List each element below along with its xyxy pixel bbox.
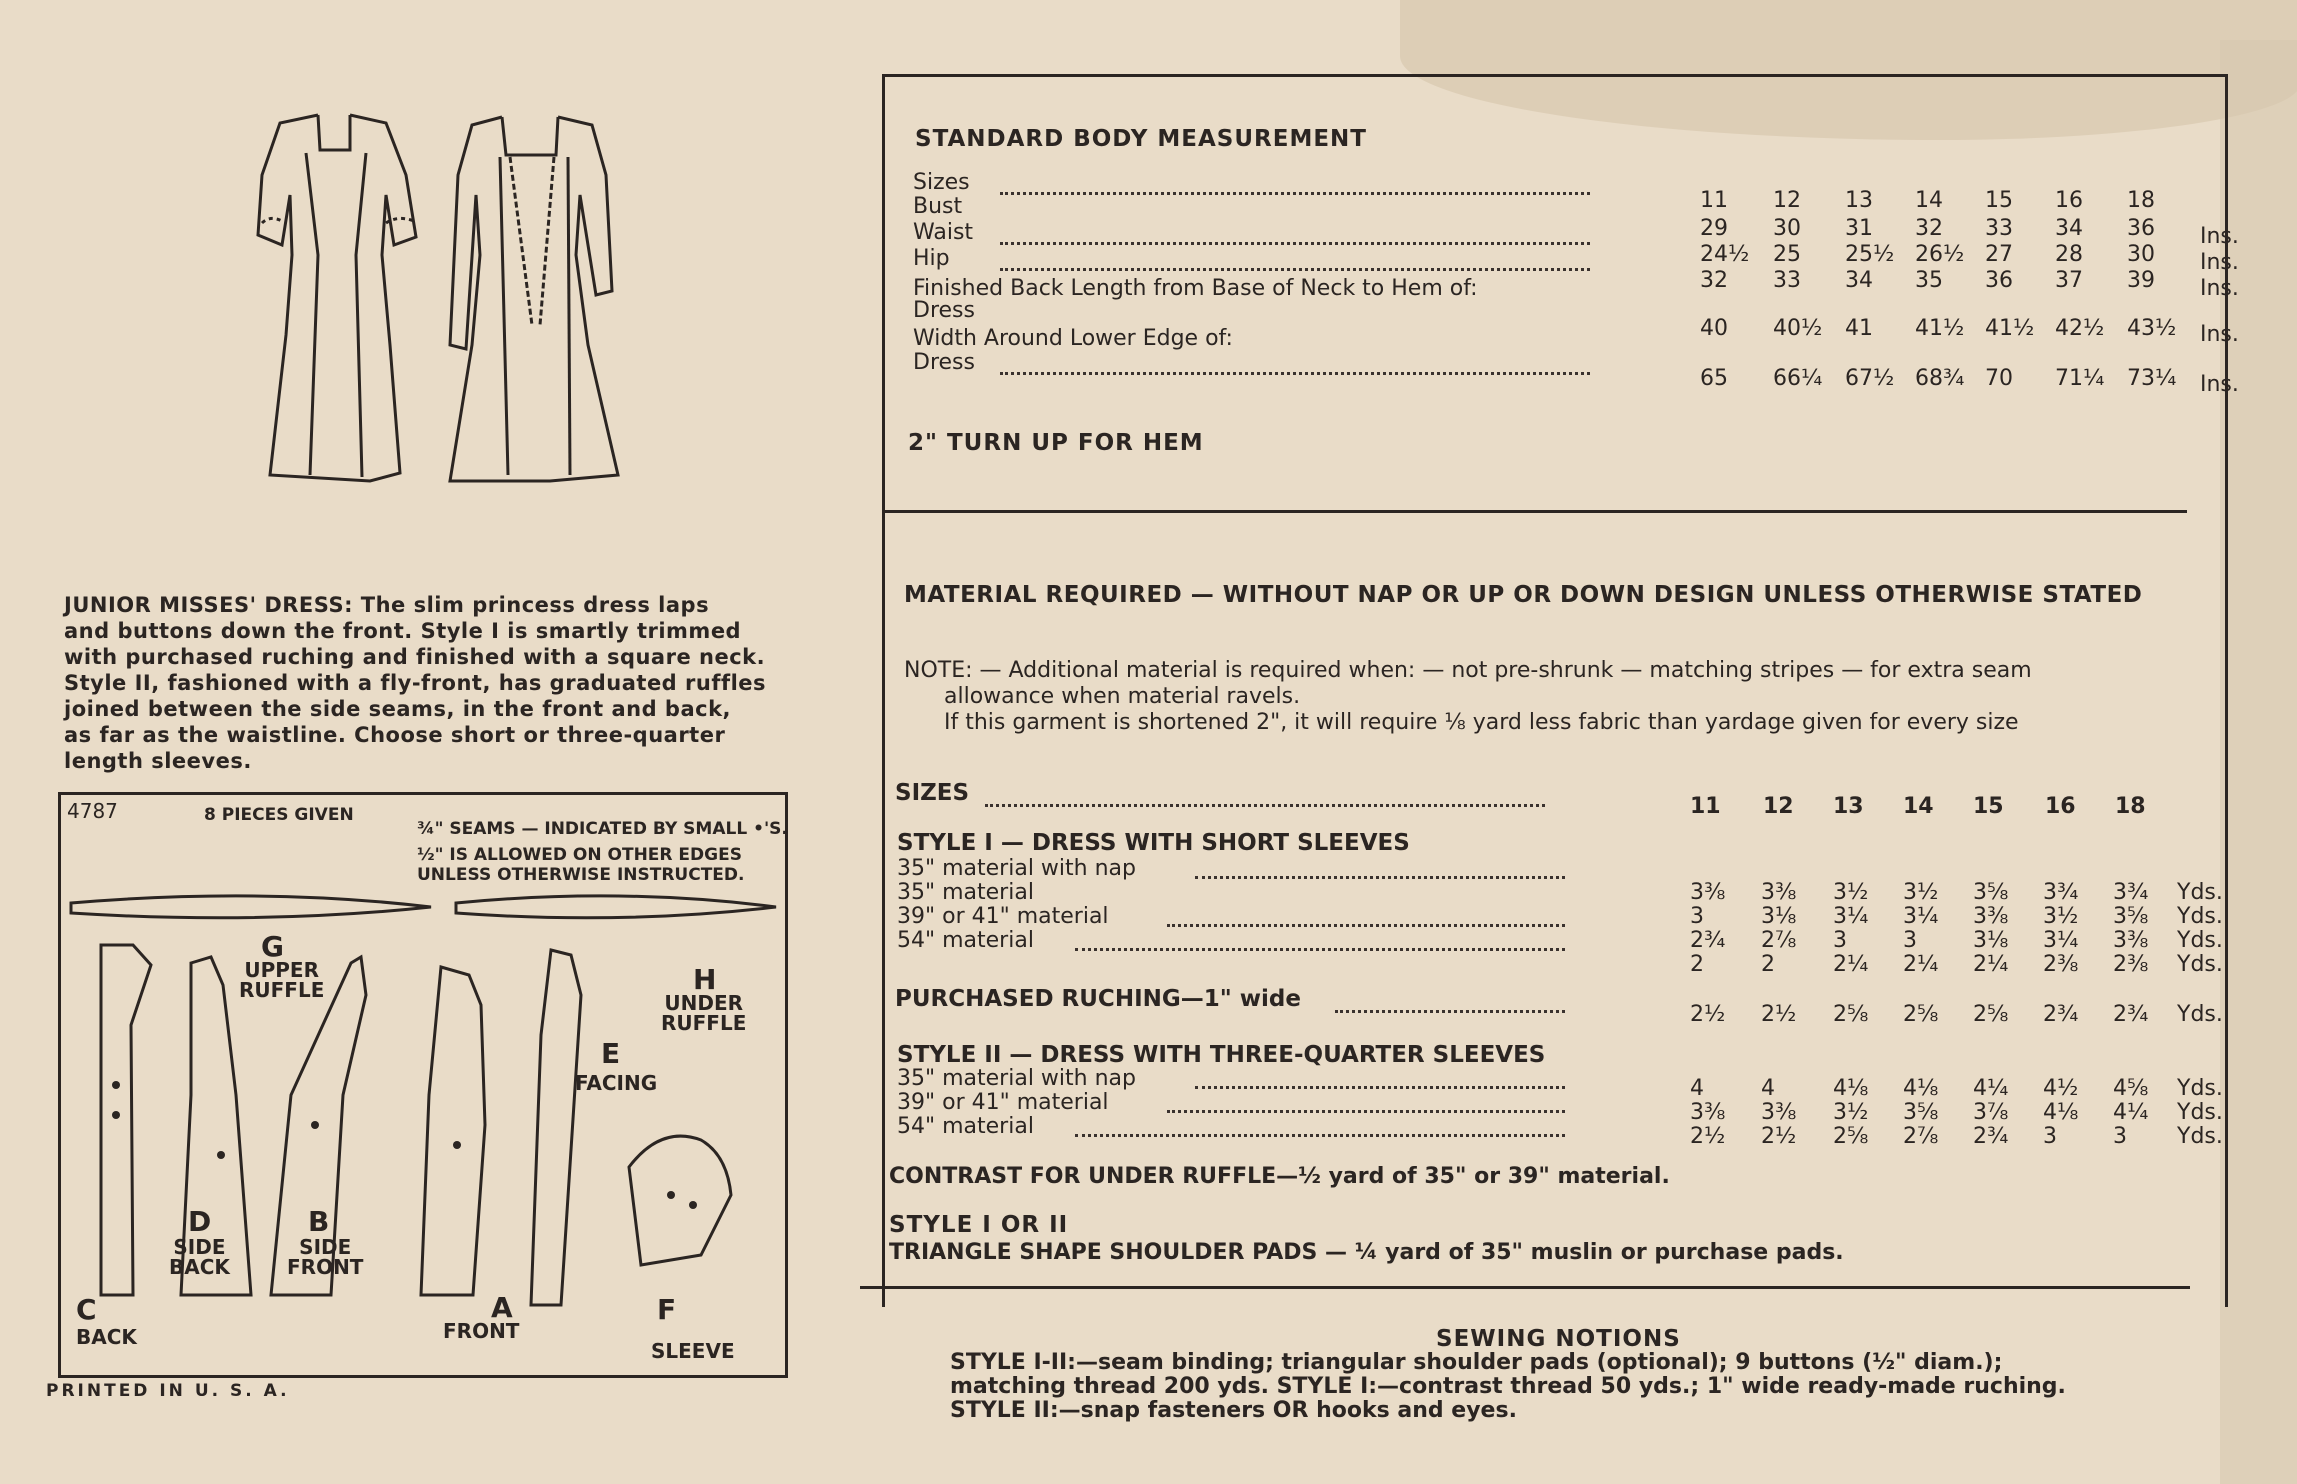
size-cell: 12: [1763, 794, 1794, 819]
value-cell: 2⅞: [1761, 928, 1797, 953]
value-cell: 3¾: [2113, 880, 2149, 905]
leader-dots: [1335, 1010, 1565, 1013]
leader-dots: [1075, 1134, 1565, 1137]
value-cell: 3: [1690, 904, 1704, 929]
dress-description: [64, 592, 804, 774]
size-cell: 16: [2045, 794, 2076, 819]
value-cell: 25: [1773, 242, 1801, 267]
style2-label: 39" or 41" material: [897, 1090, 1109, 1115]
dress-illustration: [240, 95, 640, 495]
value-cell: 2⅞: [1903, 1124, 1939, 1149]
value-cell: 2¾: [2113, 1002, 2149, 1027]
style-1-or-2: STYLE I OR II: [889, 1212, 1069, 1238]
value-cell: 29: [1700, 216, 1728, 241]
size-cell: 13: [1833, 794, 1864, 819]
unit-cell: Yds.: [2177, 1100, 2223, 1125]
unit-cell: Yds.: [2177, 1076, 2223, 1101]
style1-heading: STYLE I — DRESS WITH SHORT SLEEVES: [897, 830, 1410, 856]
piece-letter-a: A: [491, 1291, 513, 1324]
piece-name-line: UNDER: [664, 991, 744, 1015]
value-cell: 30: [1773, 216, 1801, 241]
value-cell: 4⅛: [1833, 1076, 1869, 1101]
value-cell: 3⅛: [1973, 928, 2009, 953]
measurement-heading: STANDARD BODY MEASUREMENT: [915, 126, 1367, 152]
value-cell: 25½: [1845, 242, 1895, 267]
size-cell: 12: [1773, 188, 1801, 213]
value-cell: 43½: [2127, 316, 2177, 341]
value-cell: 65: [1700, 366, 1728, 391]
value-cell: 4⅛: [1903, 1076, 1939, 1101]
piece-name-line: RUFFLE: [239, 978, 325, 1002]
back-length-sub: Dress: [913, 298, 975, 323]
value-cell: 36: [2127, 216, 2155, 241]
piece-name-front: FRONT: [443, 1319, 520, 1343]
piece-name-sleeve: SLEEVE: [651, 1339, 735, 1363]
value-cell: 2⅜: [2113, 952, 2149, 977]
value-cell: 4¼: [2113, 1100, 2149, 1125]
value-cell: 40½: [1773, 316, 1823, 341]
value-cell: 32: [1915, 216, 1943, 241]
description-line: joined between the side seams, in the front and back,: [64, 697, 732, 721]
size-cell: 15: [1985, 188, 2013, 213]
piece-letter-f: F: [657, 1293, 677, 1326]
width-label: Width Around Lower Edge of:: [913, 326, 1233, 351]
value-cell: 2: [1761, 952, 1775, 977]
piece-letter-h: H: [693, 963, 717, 996]
value-cell: 2½: [1761, 1002, 1797, 1027]
value-cell: 33: [1773, 268, 1801, 293]
piece-name-upper-ruffle: [239, 960, 324, 1000]
material-bottom-line: [860, 1286, 2190, 1289]
material-note-3: If this garment is shortened 2", it will require ⅛ yard less fabric than yardage given for every size: [944, 710, 2019, 735]
unit-cell: Ins.: [2200, 250, 2239, 275]
value-cell: 3⅜: [1690, 880, 1726, 905]
piece-name-side-front: [287, 1237, 363, 1277]
value-cell: 70: [1985, 366, 2013, 391]
style1-label: 39" or 41" material: [897, 904, 1109, 929]
notions-heading: SEWING NOTIONS: [1436, 1326, 1681, 1352]
unit-cell: Yds.: [2177, 880, 2223, 905]
back-length-label: Finished Back Length from Base of Neck to Hem of:: [913, 276, 1478, 301]
description-line: with purchased ruching and finished with a square neck.: [64, 645, 766, 669]
value-cell: 32: [1700, 268, 1728, 293]
unit-cell: Ins.: [2200, 224, 2239, 249]
value-cell: 34: [2055, 216, 2083, 241]
value-cell: 73¼: [2127, 366, 2177, 391]
value-cell: 3⅜: [1761, 1100, 1797, 1125]
leader-dots: [1000, 372, 1590, 375]
value-cell: 3½: [2043, 904, 2079, 929]
seam-note-2: ½" IS ALLOWED ON OTHER EDGES: [417, 845, 742, 865]
row-label-hip: Hip: [913, 246, 950, 271]
style1-label: 35" material with nap: [897, 856, 1136, 881]
description-line: Style II, fashioned with a fly-front, has graduated ruffles: [64, 671, 767, 695]
leader-dots: [1167, 924, 1565, 927]
unit-cell: Ins.: [2200, 276, 2239, 301]
value-cell: 26½: [1915, 242, 1965, 267]
value-cell: 4⅝: [2113, 1076, 2149, 1101]
description-line: as far as the waistline. Choose short or three-quarter: [64, 723, 726, 747]
piece-name-facing: FACING: [575, 1071, 658, 1095]
notions-line: matching thread 200 yds. STYLE I:—contrast thread 50 yds.; 1" wide ready-made ruching.: [950, 1374, 2066, 1399]
size-cell: 18: [2115, 794, 2146, 819]
piece-name-line: FRONT: [287, 1255, 364, 1279]
value-cell: 4¼: [1973, 1076, 2009, 1101]
piece-name-line: SIDE: [299, 1235, 352, 1259]
size-cell: 16: [2055, 188, 2083, 213]
value-cell: 3⅝: [1903, 1100, 1939, 1125]
piece-name-line: UPPER: [244, 958, 319, 982]
size-cell: 18: [2127, 188, 2155, 213]
value-cell: 2½: [1690, 1002, 1726, 1027]
value-cell: 4⅛: [2043, 1100, 2079, 1125]
style2-label: 54" material: [897, 1114, 1034, 1139]
value-cell: 68¾: [1915, 366, 1965, 391]
value-cell: 34: [1845, 268, 1873, 293]
piece-letter-d: D: [188, 1205, 212, 1238]
unit-cell: Yds.: [2177, 904, 2223, 929]
piece-name-line: BACK: [169, 1255, 230, 1279]
measurement-table: [905, 170, 2239, 470]
piece-name-under-ruffle: [661, 993, 746, 1033]
value-cell: 2¼: [1973, 952, 2009, 977]
value-cell: 3: [2113, 1124, 2127, 1149]
value-cell: 42½: [2055, 316, 2105, 341]
pieces-count: 8 PIECES GIVEN: [204, 805, 354, 825]
value-cell: 36: [1985, 268, 2013, 293]
value-cell: 3¼: [1903, 904, 1939, 929]
value-cell: 4: [1690, 1076, 1704, 1101]
value-cell: 39: [2127, 268, 2155, 293]
value-cell: 3½: [1903, 880, 1939, 905]
description-line: length sleeves.: [64, 749, 252, 773]
piece-letter-g: G: [261, 930, 284, 963]
row-label-sizes: Sizes: [913, 170, 970, 195]
value-cell: 37: [2055, 268, 2083, 293]
value-cell: 41: [1845, 316, 1873, 341]
leader-dots: [985, 804, 1545, 807]
size-cell: 13: [1845, 188, 1873, 213]
piece-letter-c: C: [76, 1293, 97, 1326]
contrast-note: CONTRAST FOR UNDER RUFFLE—½ yard of 35" or 39" material.: [889, 1164, 1670, 1189]
value-cell: 3½: [1833, 1100, 1869, 1125]
value-cell: 27: [1985, 242, 2013, 267]
leader-dots: [1195, 1086, 1565, 1089]
value-cell: 3⅞: [1973, 1100, 2009, 1125]
value-cell: 2⅝: [1833, 1124, 1869, 1149]
row-label-waist: Waist: [913, 220, 974, 245]
value-cell: 71¼: [2055, 366, 2105, 391]
description-title: JUNIOR MISSES' DRESS:: [64, 593, 353, 617]
value-cell: 3⅜: [1973, 904, 2009, 929]
value-cell: 3½: [1833, 880, 1869, 905]
unit-cell: Ins.: [2200, 372, 2239, 397]
value-cell: 41½: [1915, 316, 1965, 341]
value-cell: 2½: [1761, 1124, 1797, 1149]
material-note-2: allowance when material ravels.: [944, 684, 1301, 709]
width-sub: Dress: [913, 350, 975, 375]
piece-name-line: RUFFLE: [661, 1011, 747, 1035]
value-cell: 28: [2055, 242, 2083, 267]
value-cell: 3: [1833, 928, 1847, 953]
value-cell: 31: [1845, 216, 1873, 241]
leader-dots: [1195, 876, 1565, 879]
value-cell: 2: [1690, 952, 1704, 977]
value-cell: 2¼: [1903, 952, 1939, 977]
value-cell: 2⅝: [1903, 1002, 1939, 1027]
value-cell: 3⅛: [1761, 904, 1797, 929]
leader-dots: [1075, 948, 1565, 951]
material-heading: MATERIAL REQUIRED — WITHOUT NAP OR UP OR DOWN DESIGN UNLESS OTHERWISE STATED: [904, 582, 2143, 608]
size-cell: 14: [1915, 188, 1943, 213]
size-cell: 14: [1903, 794, 1934, 819]
piece-name-back: BACK: [76, 1325, 137, 1349]
value-cell: 3¼: [2043, 928, 2079, 953]
value-cell: 3⅝: [1973, 880, 2009, 905]
row-label-bust: Bust: [913, 194, 963, 219]
value-cell: 4½: [2043, 1076, 2079, 1101]
value-cell: 24½: [1700, 242, 1750, 267]
hem-note: 2" TURN UP FOR HEM: [908, 430, 1204, 456]
ruching-label: PURCHASED RUCHING—1" wide: [895, 986, 1301, 1012]
value-cell: 3: [2043, 1124, 2057, 1149]
size-cell: 11: [1690, 794, 1721, 819]
value-cell: 35: [1915, 268, 1943, 293]
style1-label: 54" material: [897, 928, 1034, 953]
unit-cell: Yds.: [2177, 1124, 2223, 1149]
seam-note-3: UNLESS OTHERWISE INSTRUCTED.: [417, 865, 745, 885]
leader-dots: [1000, 242, 1590, 245]
value-cell: 40: [1700, 316, 1728, 341]
size-cell: 15: [1973, 794, 2004, 819]
value-cell: 2¾: [1973, 1124, 2009, 1149]
pattern-pieces-box: [58, 792, 788, 1378]
piece-name-side-back: [169, 1237, 230, 1277]
value-cell: 67½: [1845, 366, 1895, 391]
description-line: and buttons down the front. Style I is smartly trimmed: [64, 619, 742, 643]
seam-note-1: ¾" SEAMS — INDICATED BY SMALL •'S.: [417, 819, 788, 839]
style2-label: 35" material with nap: [897, 1066, 1136, 1091]
unit-cell: Yds.: [2177, 952, 2223, 977]
value-cell: 2⅝: [1833, 1002, 1869, 1027]
value-cell: 3: [1903, 928, 1917, 953]
unit-cell: Yds.: [2177, 928, 2223, 953]
material-note-1: NOTE: — Additional material is required when: — not pre-shrunk — matching stripes — for extra seam: [904, 658, 2032, 683]
piece-letter-b: B: [308, 1205, 330, 1238]
value-cell: 2¾: [2043, 1002, 2079, 1027]
value-cell: 2¼: [1833, 952, 1869, 977]
value-cell: 3⅜: [1690, 1100, 1726, 1125]
value-cell: 3¼: [1833, 904, 1869, 929]
leader-dots: [1167, 1110, 1565, 1113]
value-cell: 41½: [1985, 316, 2035, 341]
value-cell: 2⅝: [1973, 1002, 2009, 1027]
leader-dots: [1000, 268, 1590, 271]
description-first-line: The slim princess dress laps: [360, 593, 710, 617]
value-cell: 2¾: [1690, 928, 1726, 953]
printed-in-usa: PRINTED IN U. S. A.: [46, 1381, 290, 1401]
value-cell: 4: [1761, 1076, 1775, 1101]
leader-dots: [1000, 192, 1590, 195]
pattern-number: 4787: [67, 799, 118, 823]
size-cell: 11: [1700, 188, 1728, 213]
value-cell: 3⅝: [2113, 904, 2149, 929]
piece-name-line: SIDE: [173, 1235, 226, 1259]
value-cell: 66¼: [1773, 366, 1823, 391]
value-cell: 3⅜: [2113, 928, 2149, 953]
piece-letter-e: E: [601, 1037, 621, 1070]
style2-heading: STYLE II — DRESS WITH THREE-QUARTER SLEEVES: [897, 1042, 1546, 1068]
unit-cell: Ins.: [2200, 322, 2239, 347]
notions-line: STYLE I-II:—seam binding; triangular shoulder pads (optional); 9 buttons (½" diam.);: [950, 1350, 2003, 1375]
measurement-divider: [882, 510, 2187, 513]
value-cell: 30: [2127, 242, 2155, 267]
style1-label: 35" material: [897, 880, 1034, 905]
material-table: [895, 780, 2225, 1200]
unit-cell: Yds.: [2177, 1002, 2223, 1027]
sizes-label: SIZES: [895, 780, 970, 806]
notions-line: STYLE II:—snap fasteners OR hooks and eyes.: [950, 1398, 1517, 1423]
value-cell: 33: [1985, 216, 2013, 241]
value-cell: 3¾: [2043, 880, 2079, 905]
pattern-pieces-drawing: [61, 795, 785, 1375]
shoulder-pads-note: TRIANGLE SHAPE SHOULDER PADS — ¼ yard of 35" muslin or purchase pads.: [889, 1240, 1844, 1265]
value-cell: 2½: [1690, 1124, 1726, 1149]
value-cell: 3⅜: [1761, 880, 1797, 905]
value-cell: 2⅜: [2043, 952, 2079, 977]
